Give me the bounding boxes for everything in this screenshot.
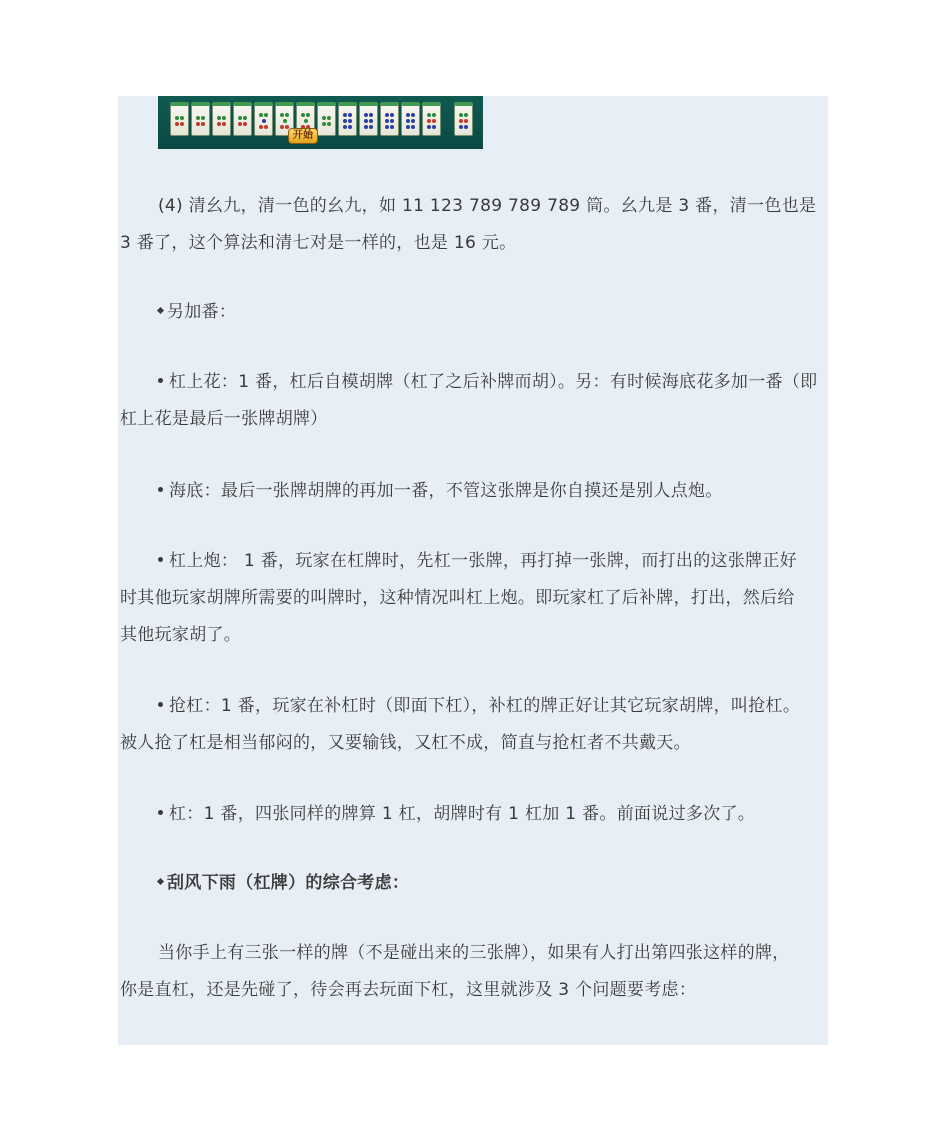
mahjong-tile bbox=[191, 102, 210, 136]
paragraph-three-tiles bbox=[120, 935, 828, 1009]
paragraph-extra-fan-heading bbox=[120, 294, 828, 331]
text-line-content: 杠：1 番，四张同样的牌算 1 杠，胡牌时有 1 杠加 1 番。前面说过多次了。 bbox=[169, 804, 756, 824]
text-line: 杠上花是最后一张牌胡牌） bbox=[120, 409, 328, 429]
mahjong-game-screenshot bbox=[158, 96, 483, 149]
mahjong-tile bbox=[254, 102, 273, 136]
mahjong-tile bbox=[359, 102, 378, 136]
text-line bbox=[120, 473, 828, 510]
article-panel bbox=[118, 96, 828, 1045]
text-line bbox=[120, 364, 828, 401]
paragraph-hai-di bbox=[120, 473, 828, 510]
paragraph-gang-shang-hua bbox=[120, 364, 828, 438]
paragraph-qing-yao-jiu bbox=[120, 188, 828, 262]
mahjong-tile bbox=[401, 102, 420, 136]
bullet-icon bbox=[158, 810, 163, 815]
drawn-mahjong-tile bbox=[454, 102, 473, 136]
mahjong-tile bbox=[317, 102, 336, 136]
mahjong-tile bbox=[422, 102, 441, 136]
paragraph-gang bbox=[120, 796, 828, 833]
paragraph-gang-shang-pao bbox=[120, 543, 828, 654]
start-badge: 开始 bbox=[288, 128, 318, 144]
mahjong-tile bbox=[380, 102, 399, 136]
diamond-bullet-icon bbox=[157, 307, 164, 314]
text-line-content: 海底：最后一张牌胡牌的再加一番，不管这张牌是你自摸还是别人点炮。 bbox=[169, 481, 723, 501]
text-line-content: 刮风下雨（杠牌）的综合考虑： bbox=[167, 873, 410, 893]
text-line bbox=[120, 294, 828, 331]
text-line bbox=[120, 688, 828, 725]
text-line bbox=[120, 865, 828, 902]
text-line: (4) 清幺九，清一色的幺九，如 11 123 789 789 789 筒。幺九是 3 番，清一色也是 bbox=[158, 196, 817, 216]
mahjong-tile bbox=[233, 102, 252, 136]
mahjong-tile bbox=[212, 102, 231, 136]
bullet-icon bbox=[158, 487, 163, 492]
text-line: 你是直杠，还是先碰了，待会再去玩面下杠，这里就涉及 3 个问题要考虑： bbox=[120, 980, 697, 1000]
paragraph-qiang-gang bbox=[120, 688, 828, 762]
bullet-icon bbox=[158, 378, 163, 383]
text-line: 被人抢了杠是相当郁闷的，又要输钱，又杠不成，简直与抢杠者不共戴天。 bbox=[120, 733, 691, 753]
text-line: 当你手上有三张一样的牌（不是碰出来的三张牌），如果有人打出第四张这样的牌， bbox=[158, 943, 790, 963]
paragraph-gang-consideration-heading bbox=[120, 865, 828, 902]
diamond-bullet-icon bbox=[157, 878, 164, 885]
text-line-content: 另加番： bbox=[167, 302, 237, 322]
text-line-content: 杠上花：1 番，杠后自模胡牌（杠了之后补牌而胡）。另：有时候海底花多加一番（即 bbox=[169, 372, 818, 392]
text-line: 时其他玩家胡牌所需要的叫牌时，这种情况叫杠上炮。即玩家杠了后补牌，打出，然后给 bbox=[120, 588, 795, 608]
text-line-content: 杠上炮： 1 番，玩家在杠牌时，先杠一张牌，再打掉一张牌，而打出的这张牌正好 bbox=[169, 551, 798, 571]
bullet-icon bbox=[158, 702, 163, 707]
text-line-content: 抢杠：1 番，玩家在补杠时（即面下杠），补杠的牌正好让其它玩家胡牌，叫抢杠。 bbox=[169, 696, 801, 716]
mahjong-tile bbox=[338, 102, 357, 136]
mahjong-tile bbox=[170, 102, 189, 136]
text-line: 3 番了，这个算法和清七对是一样的，也是 16 元。 bbox=[120, 233, 517, 253]
text-line: 其他玩家胡了。 bbox=[120, 625, 242, 645]
text-line bbox=[120, 796, 828, 833]
bullet-icon bbox=[158, 557, 163, 562]
text-line bbox=[120, 543, 828, 580]
